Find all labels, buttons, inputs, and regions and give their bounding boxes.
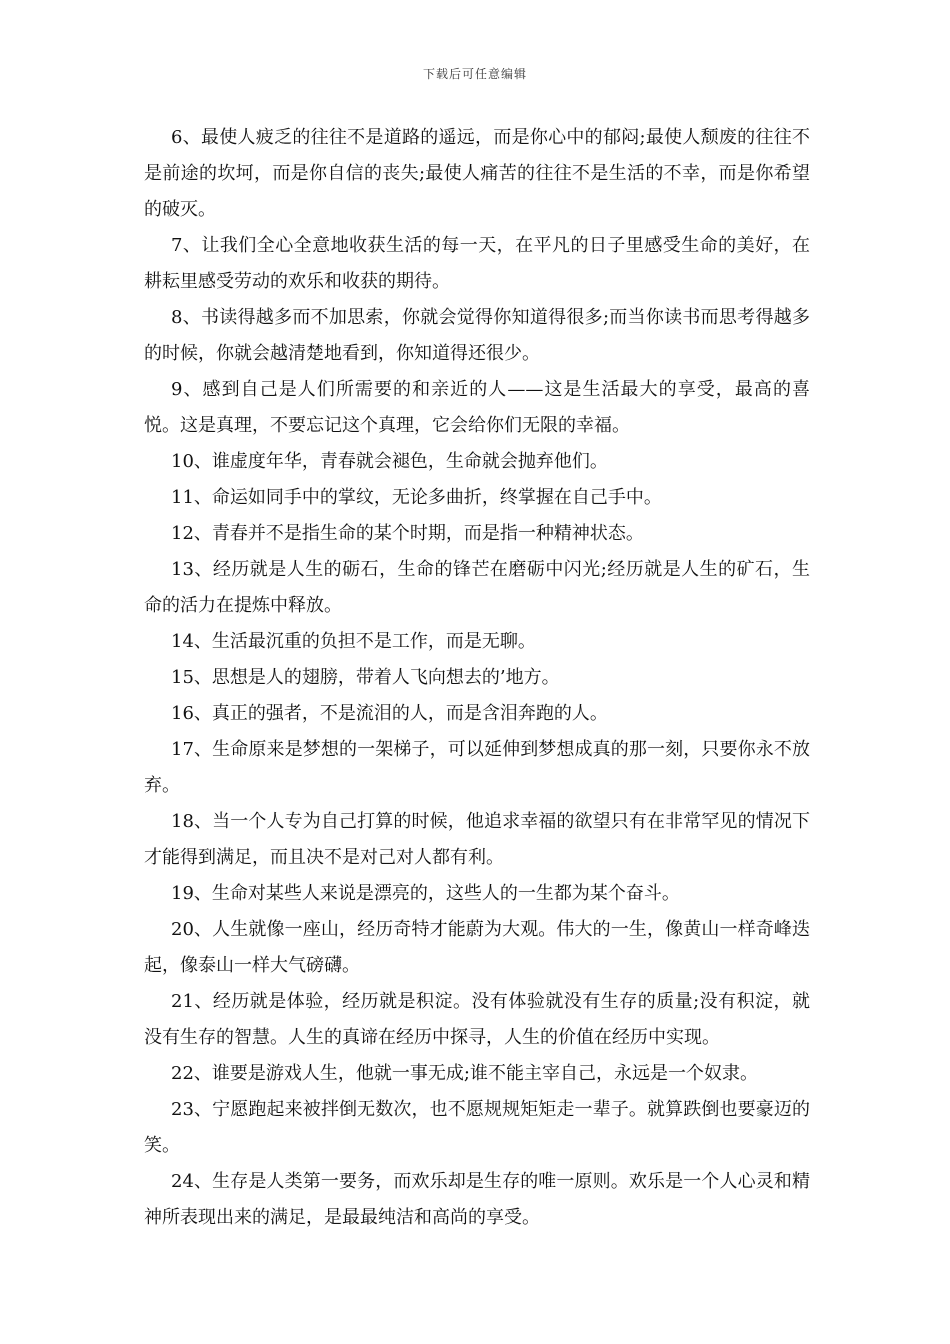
quote-paragraph-10: 10、谁虚度年华，青春就会褪色，生命就会抛弃他们。 <box>171 451 608 472</box>
quote-paragraph-23: 23、宁愿跑起来被拌倒无数次，也不愿规规矩矩走一辈子。就算跌倒也要豪迈的笑。 <box>144 1099 810 1156</box>
quote-paragraph-11: 11、命运如同手中的掌纹，无论多曲折，终掌握在自己手中。 <box>171 487 662 508</box>
quote-paragraph-19: 19、生命对某些人来说是漂亮的，这些人的一生都为某个奋斗。 <box>171 883 680 904</box>
quote-paragraph-6: 6、最使人疲乏的往往不是道路的遥远，而是你心中的郁闷;最使人颓废的往往不是前途的坎坷，而是你自信的丧失;最使人痛苦的往往不是生活的不幸，而是你希望的破灭。 <box>144 127 810 220</box>
quote-paragraph-14: 14、生活最沉重的负担不是工作，而是无聊。 <box>171 631 536 652</box>
quote-paragraph-20: 20、人生就像一座山，经历奇特才能蔚为大观。伟大的一生，像黄山一样奇峰迭起，像泰山一样大气磅礴。 <box>144 919 810 976</box>
quote-paragraph-17: 17、生命原来是梦想的一架梯子，可以延伸到梦想成真的那一刻，只要你永不放弃。 <box>144 739 810 796</box>
document-body <box>144 120 810 1236</box>
quote-paragraph-16: 16、真正的强者，不是流泪的人，而是含泪奔跑的人。 <box>171 703 608 724</box>
quote-paragraph-15: 15、思想是人的翅膀，带着人飞向想去的’地方。 <box>171 667 560 688</box>
quote-paragraph-22: 22、谁要是游戏人生，他就一事无成;谁不能主宰自己，永远是一个奴隶。 <box>171 1063 758 1084</box>
quote-paragraph-8: 8、书读得越多而不加思索，你就会觉得你知道得很多;而当你读书而思考得越多的时候，你就会越清楚地看到，你知道得还很少。 <box>144 307 810 364</box>
quote-paragraph-12: 12、青春并不是指生命的某个时期，而是指一种精神状态。 <box>171 523 644 544</box>
quote-paragraph-18: 18、当一个人专为自己打算的时候，他追求幸福的欲望只有在非常罕见的情况下才能得到满足，而且决不是对己对人都有利。 <box>144 811 810 868</box>
page-header: 下载后可任意编辑 <box>422 67 527 81</box>
quote-paragraph-24: 24、生存是人类第一要务，而欢乐却是生存的唯一原则。欢乐是一个人心灵和精神所表现出来的满足，是最最纯洁和高尚的享受。 <box>144 1171 810 1228</box>
quote-paragraph-7: 7、让我们全心全意地收获生活的每一天，在平凡的日子里感受生命的美好，在耕耘里感受劳动的欢乐和收获的期待。 <box>144 235 810 292</box>
quote-paragraph-13: 13、经历就是人生的砺石，生命的锋芒在磨砺中闪光;经历就是人生的矿石，生命的活力在提炼中释放。 <box>144 559 810 616</box>
quote-paragraph-21: 21、经历就是体验，经历就是积淀。没有体验就没有生存的质量;没有积淀，就没有生存的智慧。人生的真谛在经历中探寻，人生的价值在经历中实现。 <box>144 991 810 1048</box>
quote-paragraph-9: 9、感到自己是人们所需要的和亲近的人——这是生活最大的享受，最高的喜悦。这是真理，不要忘记这个真理，它会给你们无限的幸福。 <box>144 379 810 436</box>
